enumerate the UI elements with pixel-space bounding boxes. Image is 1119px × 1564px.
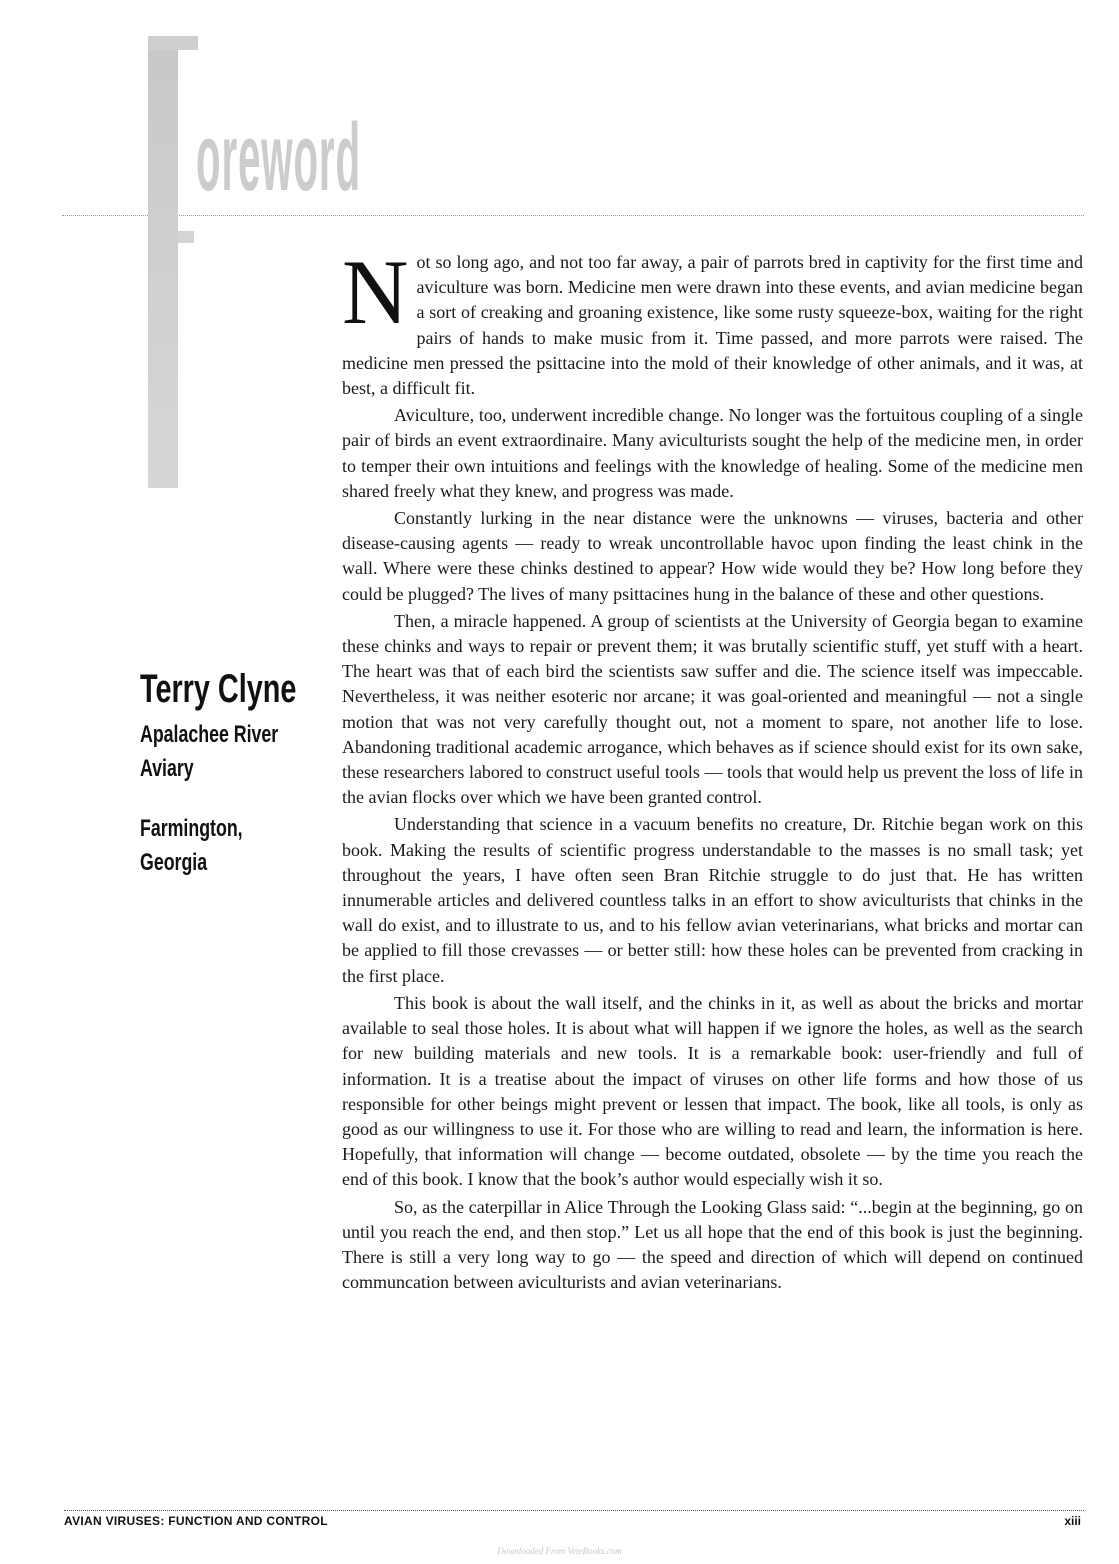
footer-divider xyxy=(64,1510,1084,1511)
paragraph: So, as the caterpillar in Alice Through the Looking Glass said: “...begin at the beginning, go on until you reach the end, and then stop.” Let us all hope that the end of this book is just the beginning. There is still a very long way to go — the speed and direction of which will depend on continued communcation between aviculturists and avian veterinarians. xyxy=(342,1196,1083,1293)
paragraph: Not so long ago, and not too far away, a pair of parrots bred in captivity for the first time and aviculture was born. Medicine men were drawn into these events, and avian medicine began a sort of creaking and groaning existence, like some rusty squeeze-box, waiting for the right pairs of hands to make music from it. Time passed, and more parrots were raised. The medicine men pressed the psittacine into the mold of their knowledge of other animals, and it was, at best, a difficult fit. xyxy=(342,241,1083,399)
paragraph: Then, a miracle happened. A group of scientists at the University of Georgia began to examine these chinks and ways to repair or prevent them; it was brutally scientific stuff, yet stuff with a heart. The heart was that of each bird the scientists saw suffer and die. The science itself was impeccable. Nevertheless, it was neither esoteric nor arcane; it was goal-oriented and meaningful — not a single motion that was not very carefully thought out, not a moment to spare, not another life to lose. Abandoning traditional academic arrogance, which behaves as if science should exist for its own sake, these researchers labored to construct useful tools — tools that would help us prevent the loss of life in the avian flocks over which we have been granted control. xyxy=(342,610,1083,808)
paragraph: This book is about the wall itself, and the chinks in it, as well as about the bricks and mortar available to seal those holes. It is about what will happen if we ignore the holes, as well as the search for new building materials and new tools. It is a remarkable book: user-friendly and full of information. It is a treatise about the impact of viruses on other life forms and how those of us responsible for other beings might prevent or lessen that impact. The book, like all tools, is only as good as our willingness to use it. For those who are willing to read and learn, the information is here. Hopefully, that information will change — become outdated, obsolete — by the time you reach the end of this book. I know that the book’s author would especially wish it so. xyxy=(342,992,1083,1190)
title-initial-top-bar xyxy=(148,36,198,50)
title-initial-letter xyxy=(138,36,190,488)
author-name: Terry Clyne xyxy=(140,667,297,711)
paragraph: Understanding that science in a vacuum benefits no creature, Dr. Ritchie began work on this book. Making the results of scientific progress understandable to the masses is no small task; yet throughout the years, I have often seen Bran Ritchie struggle to do just that. He has written innumerable articles and delivered countless talks in an effort to show aviculturists that chinks in the wall do exist, and to illustrate to us, and to his fellow avian veterinarians, what bricks and mortar can be applied to fill those crevasses — or better still: how these holes can be prevented from cracking in the first place. xyxy=(342,814,1083,986)
author-location-line: Georgia xyxy=(140,849,208,876)
page-title: oreword xyxy=(196,104,361,211)
header-divider xyxy=(62,215,1084,216)
author-block xyxy=(140,664,315,880)
author-location-line: Farmington, xyxy=(140,815,243,842)
author-affiliation-line: Apalachee River xyxy=(140,721,279,748)
title-initial-stem xyxy=(148,36,178,488)
paragraph: Constantly lurking in the near distance were the unknowns — viruses, bacteria and other disease-causing agents — ready to wreak uncontrollable havoc upon finding the least chink in the wall. Where were these chinks destined to appear? How wide would they be? How long before they could be plugged? The lives of many psittacines hung in the balance of these and other questions. xyxy=(342,508,1083,604)
running-footer-title: AVIAN VIRUSES: FUNCTION AND CONTROL xyxy=(64,1514,328,1528)
drop-cap: N xyxy=(342,241,409,343)
paragraph: Aviculture, too, underwent incredible change. No longer was the fortuitous coupling of a single pair of birds an event extraordinaire. Many aviculturists sought the help of the medicine men, in order to temper their own intuitions and feelings with the knowledge of healing. Some of the medicine men shared freely what they knew, and progress was made. xyxy=(342,405,1083,501)
download-watermark: Downloaded From VeteBooks.com xyxy=(497,1546,622,1556)
author-affiliation-line: Aviary xyxy=(140,755,194,782)
foreword-body xyxy=(342,241,1083,1297)
page-number: xiii xyxy=(1064,1514,1081,1528)
title-initial-arm xyxy=(178,231,194,243)
